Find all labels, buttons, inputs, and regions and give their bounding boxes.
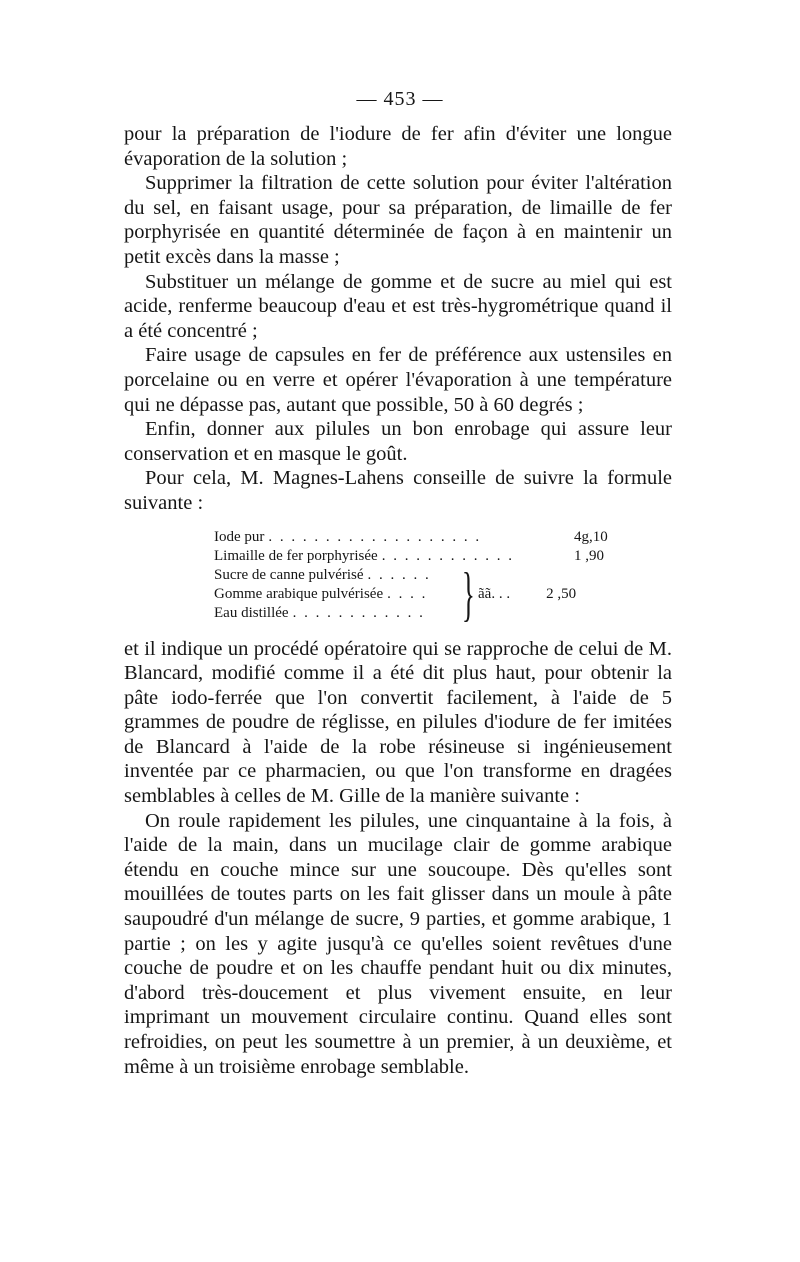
formula-quantity: 2 ,50 <box>546 585 577 602</box>
dot-leader: . . . . . . . . . . . . <box>381 547 514 564</box>
paragraph-6: Pour cela, M. Magnes-Lahens conseille de suivre la formule suivante : <box>124 467 672 514</box>
formula-row-limaille <box>214 547 634 566</box>
formula-group <box>214 560 634 627</box>
paragraph-4: Faire usage de capsules en fer de préférence aux ustensiles en porcelaine ou en verre et opérer l'évaporation à une température qui ne dépasse pas, autant que possible, 50 à 60 degrés ; <box>124 344 672 416</box>
formula-row-gomme <box>214 585 456 604</box>
dot-leader: . . . . <box>387 585 428 602</box>
right-brace-icon: } <box>461 560 475 627</box>
formula-ingredient: Sucre de canne pulvérisé <box>214 566 364 583</box>
page-body <box>124 122 672 1079</box>
dot-leader: . . . . . . . . . . . . <box>292 604 425 621</box>
formula-ingredient: Gomme arabique pulvérisée <box>214 585 384 602</box>
formula-group-items <box>214 566 456 623</box>
paragraph-3: Substituer un mélange de gomme et de sucre au miel qui est acide, renferme beaucoup d'eau et est très-hygrométrique quand il a été concentré ; <box>124 270 672 342</box>
dot-leader: . . . . . . . . . . . . . . . . . . . <box>268 528 482 545</box>
page-number: — 453 — <box>356 88 444 110</box>
paragraph-8: On roule rapidement les pilules, une cinquantaine à la fois, à l'aide de la main, dans un mucilage clair de gomme arabique étendu en couche mince sur une soucoupe. Dès qu'elles sont mouillées de toutes parts on les fait glisser dans un moule à pâte saupoudré d'un mélange de sucre, 9 parties, et gomme arabique, 1 partie ; on les y agite jusqu'à ce qu'elles soient revêtues d'une couche de poudre et on les chauffe pendant huit ou dix minutes, d'abord très-doucement et plus vivement ensuite, en leur imprimant un mouvement circulaire continu. Quand elles sont refroidies, on peut les soumettre à un premier, à un deuxième, et même à un troisième enrobage semblable. <box>124 809 672 1078</box>
paragraph-5: Enfin, donner aux pilules un bon enrobage qui assure leur conservation et en masque le goût. <box>124 418 672 465</box>
formula-ingredient: Eau distillée <box>214 604 289 621</box>
formula-quantity: 4g,10 <box>574 528 608 545</box>
paragraph-7: et il indique un procédé opératoire qui se rapproche de celui de M. Blancard, modifié comme il a été dit plus haut, pour obtenir la pâte iodo-ferrée que l'on convertit facilement, à l'aide de 5 grammes de poudre de réglisse, en pilules d'iodure de fer imitées de Blancard à l'aide de la robe résineuse si ingénieusement inventée par ce pharmacien, ou que l'on transforme en dragées semblables à celles de M. Gille de la manière suivante : <box>124 637 672 808</box>
formula-ingredient: Limaille de fer porphyrisée <box>214 547 378 564</box>
formula-table <box>214 528 634 627</box>
formula-row-eau <box>214 604 456 623</box>
formula-quantity: 1 ,90 <box>574 547 604 564</box>
dot-leader: . . . . . . <box>367 566 431 583</box>
formula-row-iode <box>214 528 634 547</box>
formula-row-sucre <box>214 566 456 585</box>
paragraph-1: pour la préparation de l'iodure de fer afin d'éviter une longue évaporation de la solution ; <box>124 123 672 170</box>
paragraph-2: Supprimer la filtration de cette solution pour éviter l'altération du sel, en faisant usage, pour sa préparation, de limaille de fer porphyrisée en quantité déterminée de façon à en maintenir un petit excès dans la masse ; <box>124 172 672 268</box>
formula-ingredient: Iode pur <box>214 528 265 545</box>
ana-mark: ãã. . . <box>478 585 511 602</box>
